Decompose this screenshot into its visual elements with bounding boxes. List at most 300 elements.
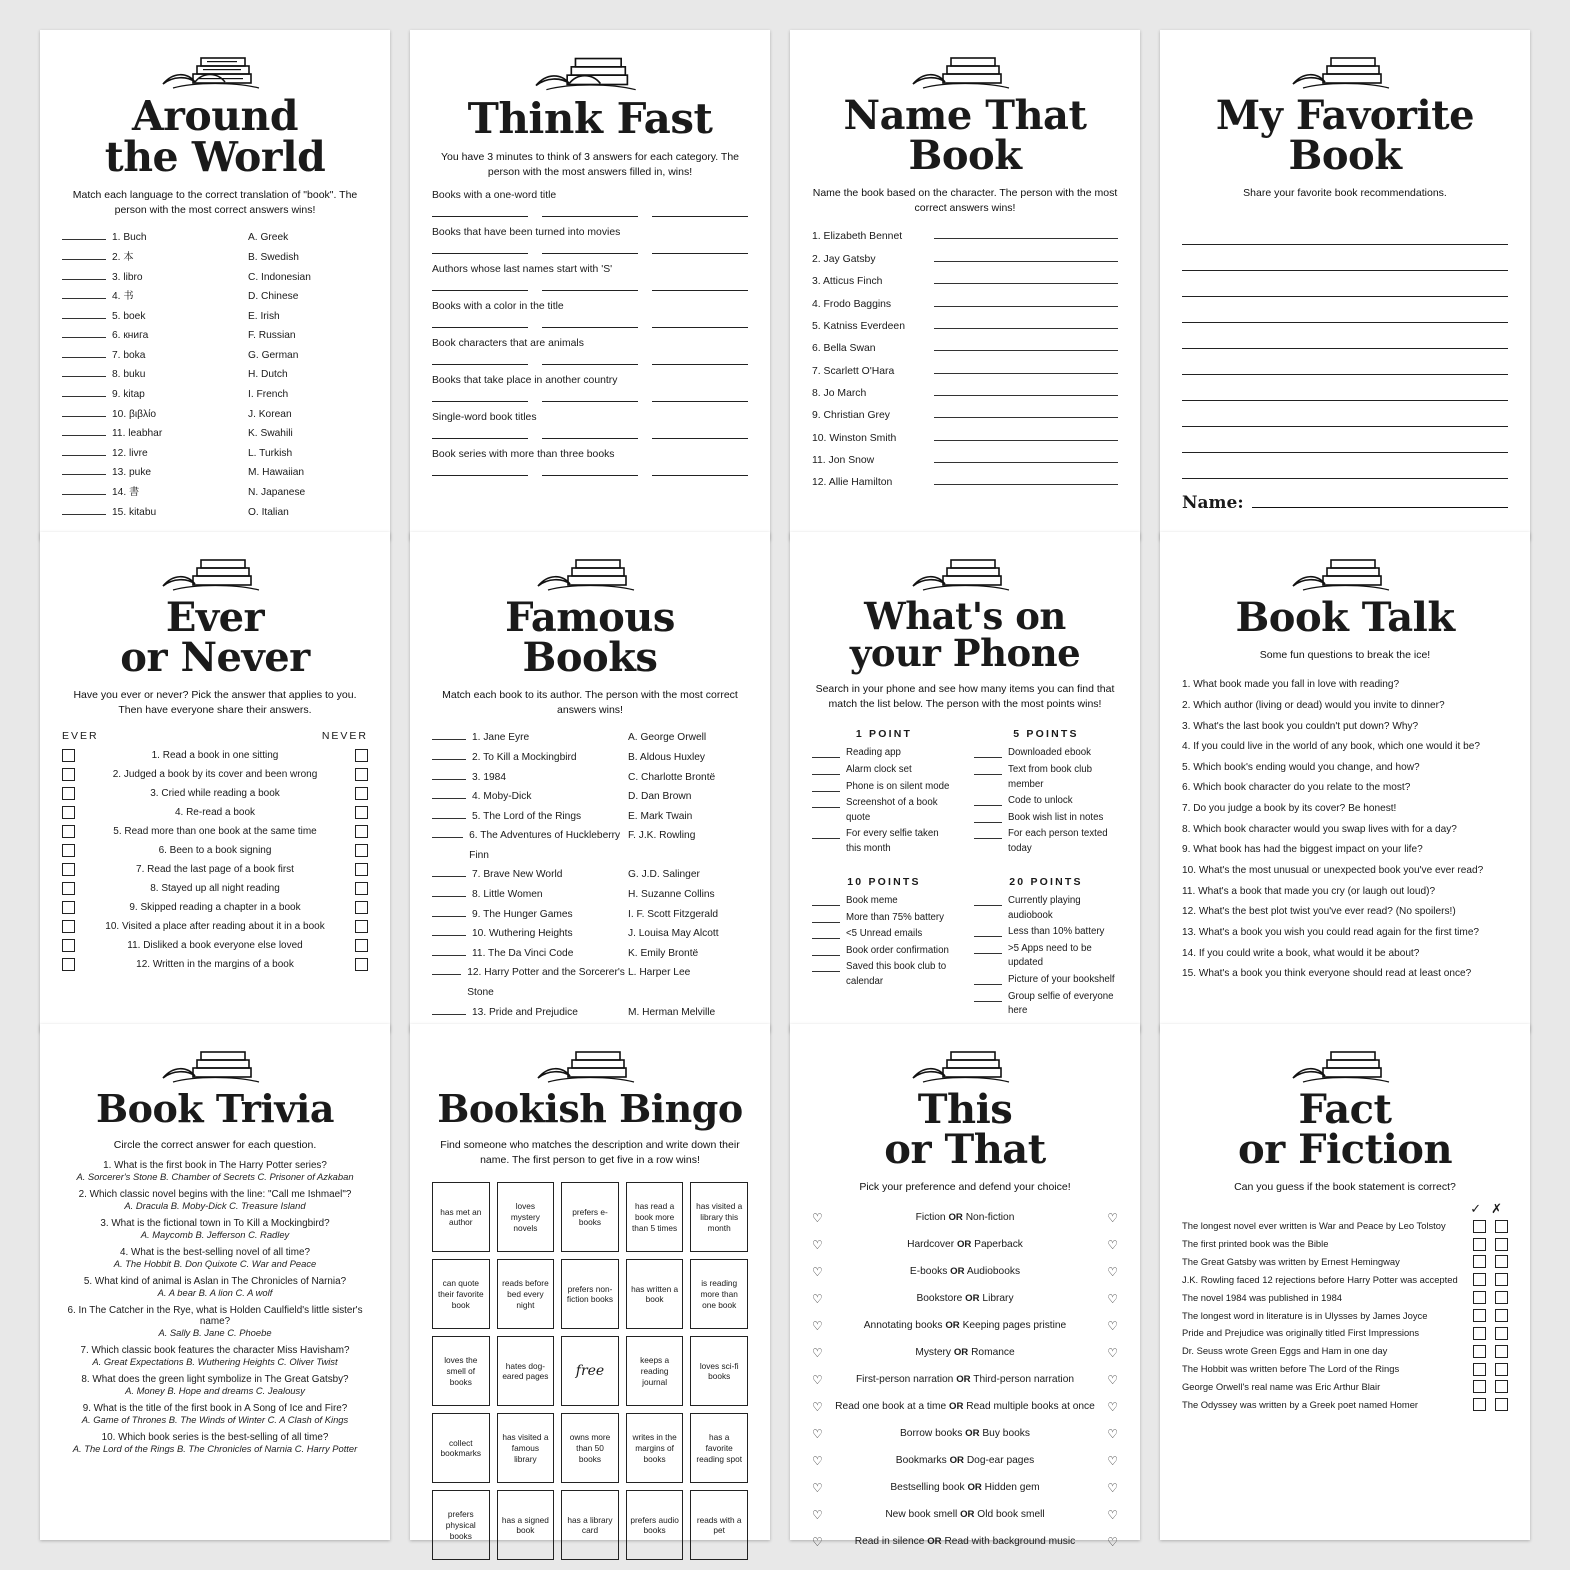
true-checkbox[interactable]	[1473, 1255, 1486, 1268]
trivia-item: 8. What does the green light symbolize in The Great Gatsby? A. Money B. Hope and dreams C. Jealousy	[62, 1374, 368, 1396]
never-checkbox[interactable]	[355, 958, 368, 971]
checklist-item: Screenshot of a book quote	[812, 796, 956, 825]
page-title: Famous Books	[505, 594, 675, 681]
answer-blank[interactable]	[432, 946, 466, 956]
false-checkbox[interactable]	[1495, 1309, 1508, 1322]
bingo-cell[interactable]: hates dog-eared pages	[497, 1336, 555, 1406]
answer-blank[interactable]	[62, 505, 106, 515]
score-blank[interactable]	[812, 763, 840, 775]
question-item: 2. Which author (living or dead) would you invite to dinner?	[1182, 699, 1445, 711]
heart-icon-left[interactable]: ♡	[812, 1535, 823, 1550]
answer-blank[interactable]	[432, 1005, 466, 1015]
checklist-item: Phone is on silent mode	[812, 780, 956, 795]
trivia-options[interactable]: A. Game of Thrones B. The Winds of Winter C. A Clash of Kings	[81, 1414, 349, 1426]
bingo-cell[interactable]: prefers physical books	[432, 1490, 490, 1560]
true-checkbox[interactable]	[1473, 1380, 1486, 1393]
answer-blank[interactable]	[432, 828, 463, 838]
character-row: 3. Atticus Finch	[812, 271, 1118, 293]
answer-line[interactable]	[652, 277, 748, 291]
heart-icon-left[interactable]: ♡	[812, 1400, 823, 1415]
heart-icon-right[interactable]: ♡	[1107, 1535, 1118, 1550]
sheet-fact-or-fiction	[1160, 1024, 1530, 1540]
answer-line[interactable]	[432, 425, 528, 439]
match-row: 11. The Da Vinci Code K. Emily Brontë	[432, 944, 748, 964]
match-row: 7. Brave New World G. J.D. Salinger	[432, 865, 748, 885]
never-checkbox[interactable]	[355, 882, 368, 895]
never-checkbox[interactable]	[355, 787, 368, 800]
answer-blank[interactable]	[62, 328, 106, 338]
answer-line[interactable]	[652, 203, 748, 217]
answer-blank[interactable]	[432, 926, 466, 936]
score-blank[interactable]	[812, 827, 840, 839]
true-checkbox[interactable]	[1473, 1220, 1486, 1233]
bingo-cell[interactable]: owns more than 50 books	[561, 1413, 619, 1483]
score-blank[interactable]	[812, 944, 840, 956]
score-blank[interactable]	[974, 811, 1002, 823]
answer-line[interactable]	[542, 462, 638, 476]
books-icon	[530, 1038, 650, 1090]
column-header-never: NEVER	[321, 730, 368, 743]
answer-line[interactable]	[432, 277, 528, 291]
bingo-cell[interactable]: has read a book more than 5 times	[626, 1182, 684, 1252]
heart-icon-right[interactable]: ♡	[1107, 1238, 1118, 1253]
write-in-line[interactable]	[1182, 323, 1508, 349]
never-checkbox[interactable]	[355, 939, 368, 952]
bingo-cell[interactable]: prefers audio books	[626, 1490, 684, 1560]
character-row: 9. Christian Grey	[812, 405, 1118, 427]
true-checkbox[interactable]	[1473, 1345, 1486, 1358]
ever-checkbox[interactable]	[62, 806, 75, 819]
heart-icon-right[interactable]: ♡	[1107, 1427, 1118, 1442]
true-checkbox[interactable]	[1473, 1309, 1486, 1322]
ever-checkbox[interactable]	[62, 844, 75, 857]
ever-checkbox[interactable]	[62, 939, 75, 952]
true-checkbox[interactable]	[1473, 1398, 1486, 1411]
points-group: 1 POINT Reading app Alarm clock set Phone is on silent mode Screenshot of a book quote For every selfie taken this month	[812, 716, 956, 858]
category-block: Books that have been turned into movies	[432, 227, 748, 254]
trivia-options[interactable]: A. Sally B. Jane C. Phoebe	[158, 1327, 272, 1339]
ever-never-row: 11. Disliked a book everyone else loved	[62, 936, 368, 955]
books-icon	[1285, 546, 1405, 598]
bingo-cell[interactable]: has a signed book	[497, 1490, 555, 1560]
answer-blank[interactable]	[432, 965, 461, 975]
sheet-this-or-that	[790, 1024, 1140, 1550]
ever-checkbox[interactable]	[62, 825, 75, 838]
ever-never-row: 4. Re-read a book	[62, 803, 368, 822]
answer-blank[interactable]	[62, 230, 106, 240]
question-item: 1. What book made you fall in love with reading?	[1182, 679, 1400, 691]
trivia-options[interactable]: A. The Hobbit B. Don Quixote C. War and Peace	[113, 1258, 317, 1270]
checklist-item: Less than 10% battery	[974, 925, 1118, 940]
write-in-line[interactable]	[1182, 375, 1508, 401]
ever-never-row: 6. Been to a book signing	[62, 841, 368, 860]
answer-line[interactable]	[934, 272, 1118, 284]
trivia-item: 9. What is the title of the first book in A Song of Ice and Fire? A. Game of Thrones B. The Winds of Winter C. A Clash of Kings	[62, 1403, 368, 1425]
question-item: 10. What's the most unusual or unexpected book you've ever read?	[1182, 864, 1484, 876]
bingo-cell[interactable]: has visited a library this month	[690, 1182, 748, 1252]
sheet-think-fast	[410, 30, 770, 540]
false-checkbox[interactable]	[1495, 1273, 1508, 1286]
page-title: Around the World	[104, 92, 326, 181]
answer-line[interactable]	[542, 203, 638, 217]
category-block: Books that take place in another country	[432, 375, 748, 402]
score-blank[interactable]	[974, 990, 1002, 1002]
answer-line[interactable]	[934, 317, 1118, 329]
false-checkbox[interactable]	[1495, 1363, 1508, 1376]
bingo-cell[interactable]: is reading more than one book	[690, 1259, 748, 1329]
answer-line[interactable]	[652, 388, 748, 402]
score-blank[interactable]	[974, 942, 1002, 954]
category-block: Book characters that are animals	[432, 338, 748, 365]
bingo-cell[interactable]: has written a book	[626, 1259, 684, 1329]
heart-icon-right[interactable]: ♡	[1107, 1346, 1118, 1361]
false-checkbox[interactable]	[1495, 1345, 1508, 1358]
checklist-item: Book order confirmation	[812, 944, 956, 959]
answer-line[interactable]	[432, 351, 528, 365]
bingo-cell[interactable]: loves mystery novels	[497, 1182, 555, 1252]
score-blank[interactable]	[974, 894, 1002, 906]
checklist-item: Saved this book club to calendar	[812, 960, 956, 989]
write-in-line[interactable]	[1182, 271, 1508, 297]
trivia-options[interactable]: A. A bear B. A lion C. A wolf	[157, 1287, 273, 1299]
statement-row: The longest novel ever written is War and Peace by Leo Tolstoy	[1182, 1217, 1508, 1235]
answer-blank[interactable]	[62, 348, 106, 358]
checklist-item: More than 75% battery	[812, 911, 956, 926]
answer-line[interactable]	[934, 384, 1118, 396]
trivia-options[interactable]: A. The Lord of the Rings B. The Chronicles of Narnia C. Harry Potter	[72, 1443, 358, 1455]
true-checkbox[interactable]	[1473, 1291, 1486, 1304]
sheet-my-favorite-book	[1160, 30, 1530, 540]
answer-line[interactable]	[542, 351, 638, 365]
statement-row: The Great Gatsby was written by Ernest Hemingway	[1182, 1253, 1508, 1271]
character-row: 5. Katniss Everdeen	[812, 316, 1118, 338]
heart-icon-left[interactable]: ♡	[812, 1238, 823, 1253]
checklist-item: For each person texted today	[974, 827, 1118, 856]
answer-blank[interactable]	[62, 367, 106, 377]
answer-line[interactable]	[542, 314, 638, 328]
answer-line[interactable]	[934, 362, 1118, 374]
preference-row: ♡ Hardcover OR Paperback ♡	[812, 1232, 1118, 1259]
character-row: 2. Jay Gatsby	[812, 249, 1118, 271]
question-item: 5. Which book's ending would you change, and how?	[1182, 761, 1420, 773]
ever-checkbox[interactable]	[62, 768, 75, 781]
column-header-ever: EVER	[62, 730, 99, 743]
heart-icon-left[interactable]: ♡	[812, 1481, 823, 1496]
answer-line[interactable]	[542, 425, 638, 439]
heart-icon-left[interactable]: ♡	[812, 1427, 823, 1442]
trivia-item: 3. What is the fictional town in To Kill a Mockingbird? A. Maycomb B. Jefferson C. Radley	[62, 1218, 368, 1240]
preference-row: ♡ Bookstore OR Library ♡	[812, 1286, 1118, 1313]
heart-icon-left[interactable]: ♡	[812, 1508, 823, 1523]
trivia-options[interactable]: A. Sorcerer's Stone B. Chamber of Secrets C. Prisoner of Azkaban	[76, 1171, 354, 1183]
never-checkbox[interactable]	[355, 901, 368, 914]
heart-icon-right[interactable]: ♡	[1107, 1508, 1118, 1523]
bingo-cell[interactable]: keeps a reading journal	[626, 1336, 684, 1406]
trivia-options[interactable]: A. Maycomb B. Jefferson C. Radley	[140, 1229, 290, 1241]
preference-row: ♡ Annotating books OR Keeping pages pristine ♡	[812, 1313, 1118, 1340]
ever-checkbox[interactable]	[62, 749, 75, 762]
false-checkbox[interactable]	[1495, 1220, 1508, 1233]
answer-line[interactable]	[432, 203, 528, 217]
never-checkbox[interactable]	[355, 863, 368, 876]
answer-line[interactable]	[432, 240, 528, 254]
bingo-cell[interactable]: loves sci-fi books	[690, 1336, 748, 1406]
books-icon	[155, 44, 275, 96]
match-row: 8. Little Women H. Suzanne Collins	[432, 885, 748, 905]
books-icon	[1285, 1038, 1405, 1090]
never-checkbox[interactable]	[355, 749, 368, 762]
write-in-line[interactable]	[1182, 349, 1508, 375]
books-icon	[1285, 44, 1405, 96]
heart-icon-right[interactable]: ♡	[1107, 1454, 1118, 1469]
answer-line[interactable]	[934, 295, 1118, 307]
answer-line[interactable]	[432, 314, 528, 328]
checklist-item: For every selfie taken this month	[812, 827, 956, 856]
bingo-cell[interactable]: prefers e-books	[561, 1182, 619, 1252]
category-block: Book series with more than three books	[432, 449, 748, 476]
checklist-item: Book meme	[812, 894, 956, 909]
books-icon	[905, 546, 1025, 598]
answer-line[interactable]	[652, 462, 748, 476]
answer-blank[interactable]	[62, 270, 106, 280]
answer-blank[interactable]	[62, 465, 106, 475]
ever-never-row: 12. Written in the margins of a book	[62, 955, 368, 974]
match-row: 4. Moby-Dick D. Dan Brown	[432, 787, 748, 807]
ever-checkbox[interactable]	[62, 787, 75, 800]
heart-icon-left[interactable]: ♡	[812, 1265, 823, 1280]
ever-checkbox[interactable]	[62, 958, 75, 971]
answer-blank[interactable]	[62, 289, 106, 299]
statement-row: The novel 1984 was published in 1984	[1182, 1289, 1508, 1307]
answer-line[interactable]	[934, 227, 1118, 239]
true-checkbox[interactable]	[1473, 1363, 1486, 1376]
answer-blank[interactable]	[62, 250, 106, 260]
answer-blank[interactable]	[62, 309, 106, 319]
false-checkbox[interactable]	[1495, 1327, 1508, 1340]
answer-line[interactable]	[542, 388, 638, 402]
answer-blank[interactable]	[432, 867, 466, 877]
answer-line[interactable]	[432, 462, 528, 476]
heart-icon-right[interactable]: ♡	[1107, 1373, 1118, 1388]
score-blank[interactable]	[812, 927, 840, 939]
heart-icon-left[interactable]: ♡	[812, 1211, 823, 1226]
bingo-cell[interactable]: has met an author	[432, 1182, 490, 1252]
trivia-options[interactable]: A. Money B. Hope and dreams C. Jealousy	[125, 1385, 305, 1397]
page-title: Name That Book	[843, 92, 1087, 179]
statement-row: The Hobbit was written before The Lord of the Rings	[1182, 1360, 1508, 1378]
match-row: 3. libro C. Indonesian	[62, 268, 368, 288]
match-row: 7. boka G. German	[62, 346, 368, 366]
match-row: 2. To Kill a Mockingbird B. Aldous Huxley	[432, 748, 748, 768]
match-row: 10. Wuthering Heights J. Louisa May Alcott	[432, 924, 748, 944]
score-blank[interactable]	[974, 763, 1002, 775]
match-row: 13. Pride and Prejudice M. Herman Melville	[432, 1003, 748, 1023]
answer-blank[interactable]	[62, 446, 106, 456]
answer-blank[interactable]	[62, 485, 106, 495]
false-checkbox[interactable]	[1495, 1398, 1508, 1411]
false-checkbox[interactable]	[1495, 1255, 1508, 1268]
sheet-book-trivia	[40, 1024, 390, 1540]
answer-blank[interactable]	[62, 407, 106, 417]
score-blank[interactable]	[812, 894, 840, 906]
write-in-line[interactable]	[1182, 297, 1508, 323]
bingo-cell[interactable]: writes in the margins of books	[626, 1413, 684, 1483]
preference-row: ♡ Read in silence OR Read with background music ♡	[812, 1529, 1118, 1556]
instructions: Can you guess if the book statement is correct?	[1234, 1181, 1456, 1193]
trivia-item: 4. What is the best-selling novel of all time? A. The Hobbit B. Don Quixote C. War and Peace	[62, 1247, 368, 1269]
ever-never-row: 2. Judged a book by its cover and been wrong	[62, 765, 368, 784]
answer-blank[interactable]	[62, 387, 106, 397]
write-in-line[interactable]	[1182, 401, 1508, 427]
bingo-cell[interactable]: collect bookmarks	[432, 1413, 490, 1483]
answer-blank[interactable]	[432, 789, 466, 799]
heart-icon-right[interactable]: ♡	[1107, 1265, 1118, 1280]
write-in-line[interactable]	[1182, 219, 1508, 245]
answer-blank[interactable]	[432, 887, 466, 897]
answer-line[interactable]	[934, 250, 1118, 262]
bingo-cell[interactable]: loves the smell of books	[432, 1336, 490, 1406]
character-row: 6. Bella Swan	[812, 338, 1118, 360]
answer-line[interactable]	[432, 388, 528, 402]
answer-line[interactable]	[934, 339, 1118, 351]
statement-row: Pride and Prejudice was originally titled First Impressions	[1182, 1324, 1508, 1342]
question-item: 12. What's the best plot twist you've ever read? (No spoilers!)	[1182, 906, 1456, 918]
character-row: 12. Allie Hamilton	[812, 472, 1118, 494]
score-blank[interactable]	[812, 746, 840, 758]
score-blank[interactable]	[974, 925, 1002, 937]
instructions: Have you ever or never? Pick the answer that applies to you. Then have everyone share their answers.	[73, 689, 357, 717]
answer-line[interactable]	[934, 406, 1118, 418]
heart-icon-right[interactable]: ♡	[1107, 1481, 1118, 1496]
answer-blank[interactable]	[432, 730, 466, 740]
heart-icon-left[interactable]: ♡	[812, 1346, 823, 1361]
false-checkbox[interactable]	[1495, 1380, 1508, 1393]
score-blank[interactable]	[974, 794, 1002, 806]
checklist-item: Picture of your bookshelf	[974, 973, 1118, 988]
match-row: 5. boek E. Irish	[62, 307, 368, 327]
bingo-cell[interactable]: has a favorite reading spot	[690, 1413, 748, 1483]
answer-line[interactable]	[542, 240, 638, 254]
heart-icon-left[interactable]: ♡	[812, 1454, 823, 1469]
false-checkbox[interactable]	[1495, 1238, 1508, 1251]
answer-line[interactable]	[542, 277, 638, 291]
match-row: 6. The Adventures of Huckleberry Finn F. J.K. Rowling	[432, 826, 748, 865]
ever-checkbox[interactable]	[62, 920, 75, 933]
never-checkbox[interactable]	[355, 806, 368, 819]
name-input-line[interactable]	[1252, 494, 1508, 508]
bingo-grid	[432, 1182, 748, 1560]
instructions: Find someone who matches the description and write down their name. The first person to get five in a row wins!	[440, 1139, 740, 1167]
answer-blank[interactable]	[432, 770, 466, 780]
write-in-line[interactable]	[1182, 453, 1508, 479]
bingo-cell[interactable]: has visited a famous library	[497, 1413, 555, 1483]
answer-blank[interactable]	[432, 750, 466, 760]
answer-line[interactable]	[652, 314, 748, 328]
score-blank[interactable]	[974, 746, 1002, 758]
write-in-line[interactable]	[1182, 245, 1508, 271]
heart-icon-right[interactable]: ♡	[1107, 1319, 1118, 1334]
checklist-item: Alarm clock set	[812, 763, 956, 778]
answer-line[interactable]	[652, 240, 748, 254]
true-checkbox[interactable]	[1473, 1327, 1486, 1340]
never-checkbox[interactable]	[355, 825, 368, 838]
books-icon	[530, 546, 650, 598]
answer-blank[interactable]	[432, 809, 466, 819]
ever-checkbox[interactable]	[62, 863, 75, 876]
sheet-name-that-book	[790, 30, 1140, 540]
answer-line[interactable]	[652, 425, 748, 439]
bingo-cell[interactable]: has a library card	[561, 1490, 619, 1560]
answer-line[interactable]	[934, 473, 1118, 485]
bingo-cell[interactable]: prefers non-fiction books	[561, 1259, 619, 1329]
never-checkbox[interactable]	[355, 920, 368, 933]
ever-checkbox[interactable]	[62, 901, 75, 914]
statement-row: J.K. Rowling faced 12 rejections before Harry Potter was accepted	[1182, 1271, 1508, 1289]
heart-icon-right[interactable]: ♡	[1107, 1400, 1118, 1415]
ever-never-row: 8. Stayed up all night reading	[62, 879, 368, 898]
match-row: 11. leabhar K. Swahili	[62, 424, 368, 444]
heart-icon-left[interactable]: ♡	[812, 1292, 823, 1307]
write-in-line[interactable]	[1182, 427, 1508, 453]
answer-line[interactable]	[934, 429, 1118, 441]
match-row: 2. 本 B. Swedish	[62, 248, 368, 268]
page-title: My Favorite Book	[1215, 92, 1475, 179]
ever-never-row: 3. Cried while reading a book	[62, 784, 368, 803]
true-checkbox[interactable]	[1473, 1238, 1486, 1251]
score-blank[interactable]	[812, 796, 840, 808]
bingo-cell[interactable]: reads before bed every night	[497, 1259, 555, 1329]
score-blank[interactable]	[812, 911, 840, 923]
answer-blank[interactable]	[62, 426, 106, 436]
ever-checkbox[interactable]	[62, 882, 75, 895]
bingo-cell[interactable]: can quote their favorite book	[432, 1259, 490, 1329]
score-blank[interactable]	[974, 827, 1002, 839]
trivia-options[interactable]: A. Great Expectations B. Wuthering Heights C. Oliver Twist	[92, 1356, 338, 1368]
heart-icon-right[interactable]: ♡	[1107, 1211, 1118, 1226]
checklist-item: Book wish list in notes	[974, 811, 1118, 826]
answer-line[interactable]	[652, 351, 748, 365]
bingo-cell-free[interactable]: free	[561, 1336, 619, 1406]
instructions: Circle the correct answer for each question.	[113, 1139, 317, 1151]
never-checkbox[interactable]	[355, 844, 368, 857]
false-checkbox[interactable]	[1495, 1291, 1508, 1304]
instructions: Match each book to its author. The person with the most correct answers wins!	[442, 689, 738, 717]
score-blank[interactable]	[812, 960, 840, 972]
instructions: Search in your phone and see how many items you can find that match the list below. The person with the most points wins!	[815, 683, 1115, 711]
score-blank[interactable]	[974, 973, 1002, 985]
name-field[interactable]	[1182, 493, 1508, 513]
answer-blank[interactable]	[432, 907, 466, 917]
heart-icon-left[interactable]: ♡	[812, 1373, 823, 1388]
page-title: Fact or Fiction	[1237, 1086, 1453, 1173]
match-row: 9. kitap I. French	[62, 385, 368, 405]
heart-icon-left[interactable]: ♡	[812, 1319, 823, 1334]
page-title: This or That	[884, 1086, 1046, 1173]
trivia-options[interactable]: A. Dracula B. Moby-Dick C. Treasure Island	[124, 1200, 306, 1212]
match-row: 12. Harry Potter and the Sorcerer's Stone L. Harper Lee	[432, 963, 748, 1002]
character-row: 11. Jon Snow	[812, 450, 1118, 472]
heart-icon-right[interactable]: ♡	[1107, 1292, 1118, 1307]
books-icon	[905, 1038, 1025, 1090]
question-item: 13. What's a book you wish you could read again for the first time?	[1182, 926, 1480, 938]
true-checkbox[interactable]	[1473, 1273, 1486, 1286]
never-checkbox[interactable]	[355, 768, 368, 781]
answer-line[interactable]	[934, 451, 1118, 463]
score-blank[interactable]	[812, 780, 840, 792]
preference-row: ♡ Bookmarks OR Dog-ear pages ♡	[812, 1448, 1118, 1475]
bingo-cell[interactable]: reads with a pet	[690, 1490, 748, 1560]
ever-never-row: 9. Skipped reading a chapter in a book	[62, 898, 368, 917]
